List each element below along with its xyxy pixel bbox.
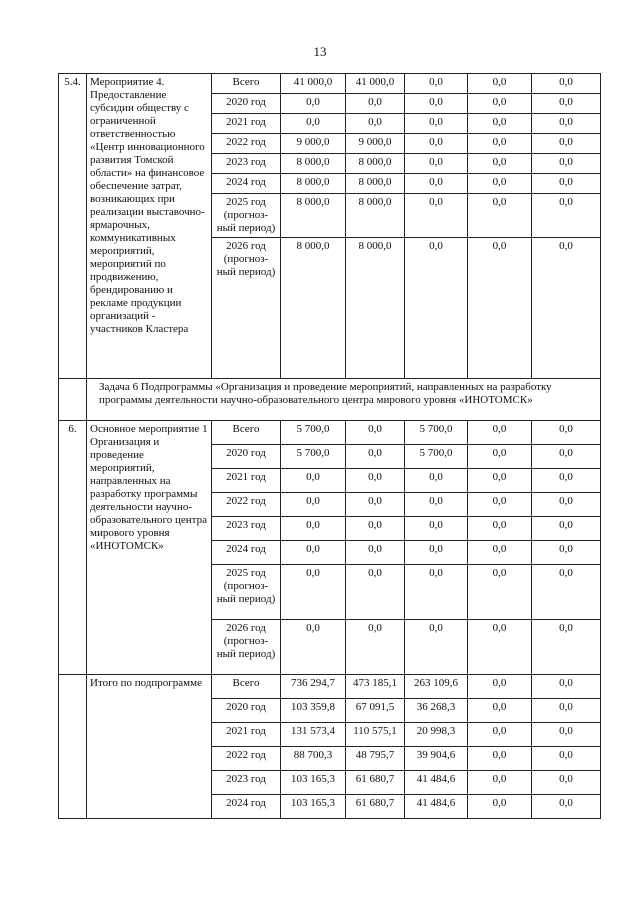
period-cell: 2024 год — [212, 541, 281, 565]
value-cell: 263 109,6 — [405, 675, 468, 699]
measure-description: Основное мероприятие 1 Организация и проведение мероприятий, направленных на разработку программы деятельности научно-образовательного центра мирового уровня «ИНОТОМСК» — [87, 421, 212, 675]
value-cell: 110 575,1 — [346, 723, 405, 747]
period-cell: 2020 год — [212, 699, 281, 723]
page-number: 13 — [313, 44, 327, 59]
value-cell: 8 000,0 — [346, 238, 405, 379]
value-cell: 0,0 — [532, 421, 601, 445]
period-cell: Всего — [212, 421, 281, 445]
value-cell: 0,0 — [532, 154, 601, 174]
value-cell: 0,0 — [346, 493, 405, 517]
value-cell: 0,0 — [281, 517, 346, 541]
value-cell: 0,0 — [405, 94, 468, 114]
value-cell: 0,0 — [468, 445, 532, 469]
value-cell: 0,0 — [405, 194, 468, 238]
value-cell: 0,0 — [532, 795, 601, 819]
period-cell: 2026 год (прогноз-ный период) — [212, 620, 281, 675]
value-cell: 0,0 — [532, 517, 601, 541]
table-row — [59, 675, 601, 699]
value-cell: 0,0 — [532, 747, 601, 771]
value-cell: 0,0 — [346, 445, 405, 469]
value-cell: 0,0 — [346, 517, 405, 541]
value-cell: 0,0 — [532, 445, 601, 469]
value-cell: 0,0 — [468, 134, 532, 154]
period-cell: 2024 год — [212, 795, 281, 819]
row-number: 5.4. — [59, 74, 87, 379]
value-cell: 0,0 — [468, 238, 532, 379]
value-cell: 0,0 — [405, 517, 468, 541]
value-cell: 0,0 — [532, 134, 601, 154]
value-cell: 0,0 — [532, 723, 601, 747]
value-cell: 41 000,0 — [346, 74, 405, 94]
value-cell: 0,0 — [405, 74, 468, 94]
value-cell: 0,0 — [281, 94, 346, 114]
value-cell: 0,0 — [532, 238, 601, 379]
value-cell: 88 700,3 — [281, 747, 346, 771]
value-cell: 0,0 — [532, 565, 601, 620]
task-heading: Задача 6 Подпрограммы «Организация и проведение мероприятий, направленных на разработку программы деятельности научно-образовательного центра мирового уровня «ИНОТОМСК» — [87, 379, 601, 421]
value-cell: 0,0 — [468, 493, 532, 517]
measure-description: Мероприятие 4. Предоставление субсидии обществу с ограниченной ответственностью «Центр инновационного развития Томской области» на финансовое обеспечение затрат, возникающих при реализации выставочно-ярмарочных, коммуникативных мероприятий, мероприятий по продвижению, брендированию и рекламе продукции организаций - участников Кластера — [87, 74, 212, 379]
value-cell: 9 000,0 — [346, 134, 405, 154]
period-cell: 2020 год — [212, 445, 281, 469]
value-cell: 0,0 — [281, 565, 346, 620]
period-cell: 2025 год (прогноз-ный период) — [212, 565, 281, 620]
value-cell: 0,0 — [532, 174, 601, 194]
value-cell: 8 000,0 — [346, 154, 405, 174]
value-cell: 0,0 — [532, 675, 601, 699]
table-row — [59, 421, 601, 445]
value-cell: 0,0 — [405, 541, 468, 565]
value-cell: 103 165,3 — [281, 771, 346, 795]
value-cell: 0,0 — [532, 74, 601, 94]
value-cell: 8 000,0 — [346, 174, 405, 194]
value-cell: 0,0 — [532, 541, 601, 565]
value-cell: 20 998,3 — [405, 723, 468, 747]
value-cell: 0,0 — [405, 493, 468, 517]
value-cell: 0,0 — [468, 74, 532, 94]
value-cell: 61 680,7 — [346, 771, 405, 795]
value-cell: 0,0 — [468, 723, 532, 747]
measure-description: Итого по подпрограмме — [87, 675, 212, 819]
value-cell: 8 000,0 — [281, 174, 346, 194]
value-cell: 9 000,0 — [281, 134, 346, 154]
value-cell: 8 000,0 — [346, 194, 405, 238]
value-cell: 67 091,5 — [346, 699, 405, 723]
value-cell: 0,0 — [532, 94, 601, 114]
period-cell: 2026 год (прогноз-ный период) — [212, 238, 281, 379]
period-cell: 2023 год — [212, 154, 281, 174]
task-number-empty — [59, 379, 87, 421]
value-cell: 0,0 — [468, 771, 532, 795]
value-cell: 0,0 — [405, 620, 468, 675]
value-cell: 0,0 — [346, 114, 405, 134]
value-cell: 0,0 — [405, 565, 468, 620]
value-cell: 0,0 — [346, 620, 405, 675]
value-cell: 0,0 — [281, 469, 346, 493]
value-cell: 0,0 — [468, 541, 532, 565]
value-cell: 41 484,6 — [405, 771, 468, 795]
value-cell: 0,0 — [468, 565, 532, 620]
value-cell: 0,0 — [468, 795, 532, 819]
period-cell: 2023 год — [212, 517, 281, 541]
value-cell: 8 000,0 — [281, 154, 346, 174]
value-cell: 48 795,7 — [346, 747, 405, 771]
value-cell: 5 700,0 — [281, 445, 346, 469]
value-cell: 0,0 — [346, 421, 405, 445]
row-number — [59, 675, 87, 819]
row-number: 6. — [59, 421, 87, 675]
value-cell: 5 700,0 — [281, 421, 346, 445]
value-cell: 5 700,0 — [405, 445, 468, 469]
budget-table — [58, 73, 601, 819]
value-cell: 0,0 — [405, 114, 468, 134]
value-cell: 0,0 — [281, 541, 346, 565]
value-cell: 0,0 — [281, 493, 346, 517]
value-cell: 0,0 — [405, 174, 468, 194]
period-cell: 2024 год — [212, 174, 281, 194]
value-cell: 0,0 — [281, 114, 346, 134]
period-cell: 2021 год — [212, 114, 281, 134]
value-cell: 8 000,0 — [281, 238, 346, 379]
value-cell: 41 484,6 — [405, 795, 468, 819]
value-cell: 473 185,1 — [346, 675, 405, 699]
period-cell: 2020 год — [212, 94, 281, 114]
value-cell: 0,0 — [532, 194, 601, 238]
value-cell: 41 000,0 — [281, 74, 346, 94]
period-cell: 2022 год — [212, 493, 281, 517]
value-cell: 736 294,7 — [281, 675, 346, 699]
value-cell: 0,0 — [532, 699, 601, 723]
period-cell: Всего — [212, 74, 281, 94]
value-cell: 0,0 — [281, 620, 346, 675]
period-cell: 2025 год (прогноз-ный период) — [212, 194, 281, 238]
value-cell: 103 165,3 — [281, 795, 346, 819]
period-cell: 2022 год — [212, 747, 281, 771]
period-cell: 2023 год — [212, 771, 281, 795]
value-cell: 0,0 — [532, 771, 601, 795]
value-cell: 0,0 — [468, 517, 532, 541]
value-cell: 0,0 — [532, 620, 601, 675]
value-cell: 0,0 — [532, 493, 601, 517]
value-cell: 39 904,6 — [405, 747, 468, 771]
period-cell: 2022 год — [212, 134, 281, 154]
task-row — [59, 379, 601, 421]
value-cell: 0,0 — [468, 94, 532, 114]
value-cell: 0,0 — [468, 421, 532, 445]
value-cell: 131 573,4 — [281, 723, 346, 747]
table-row — [59, 74, 601, 94]
value-cell: 0,0 — [532, 469, 601, 493]
value-cell: 0,0 — [468, 675, 532, 699]
value-cell: 0,0 — [468, 620, 532, 675]
value-cell: 0,0 — [532, 114, 601, 134]
period-cell: 2021 год — [212, 469, 281, 493]
value-cell: 0,0 — [468, 699, 532, 723]
value-cell: 8 000,0 — [281, 194, 346, 238]
value-cell: 0,0 — [405, 154, 468, 174]
value-cell: 36 268,3 — [405, 699, 468, 723]
period-cell: Всего — [212, 675, 281, 699]
value-cell: 0,0 — [468, 114, 532, 134]
value-cell: 0,0 — [468, 747, 532, 771]
period-cell: 2021 год — [212, 723, 281, 747]
value-cell: 0,0 — [346, 94, 405, 114]
value-cell: 5 700,0 — [405, 421, 468, 445]
value-cell: 0,0 — [468, 174, 532, 194]
value-cell: 0,0 — [468, 194, 532, 238]
value-cell: 0,0 — [405, 238, 468, 379]
value-cell: 0,0 — [346, 541, 405, 565]
value-cell: 0,0 — [346, 565, 405, 620]
value-cell: 0,0 — [468, 469, 532, 493]
value-cell: 61 680,7 — [346, 795, 405, 819]
value-cell: 0,0 — [468, 154, 532, 174]
value-cell: 0,0 — [346, 469, 405, 493]
value-cell: 103 359,8 — [281, 699, 346, 723]
value-cell: 0,0 — [405, 134, 468, 154]
value-cell: 0,0 — [405, 469, 468, 493]
